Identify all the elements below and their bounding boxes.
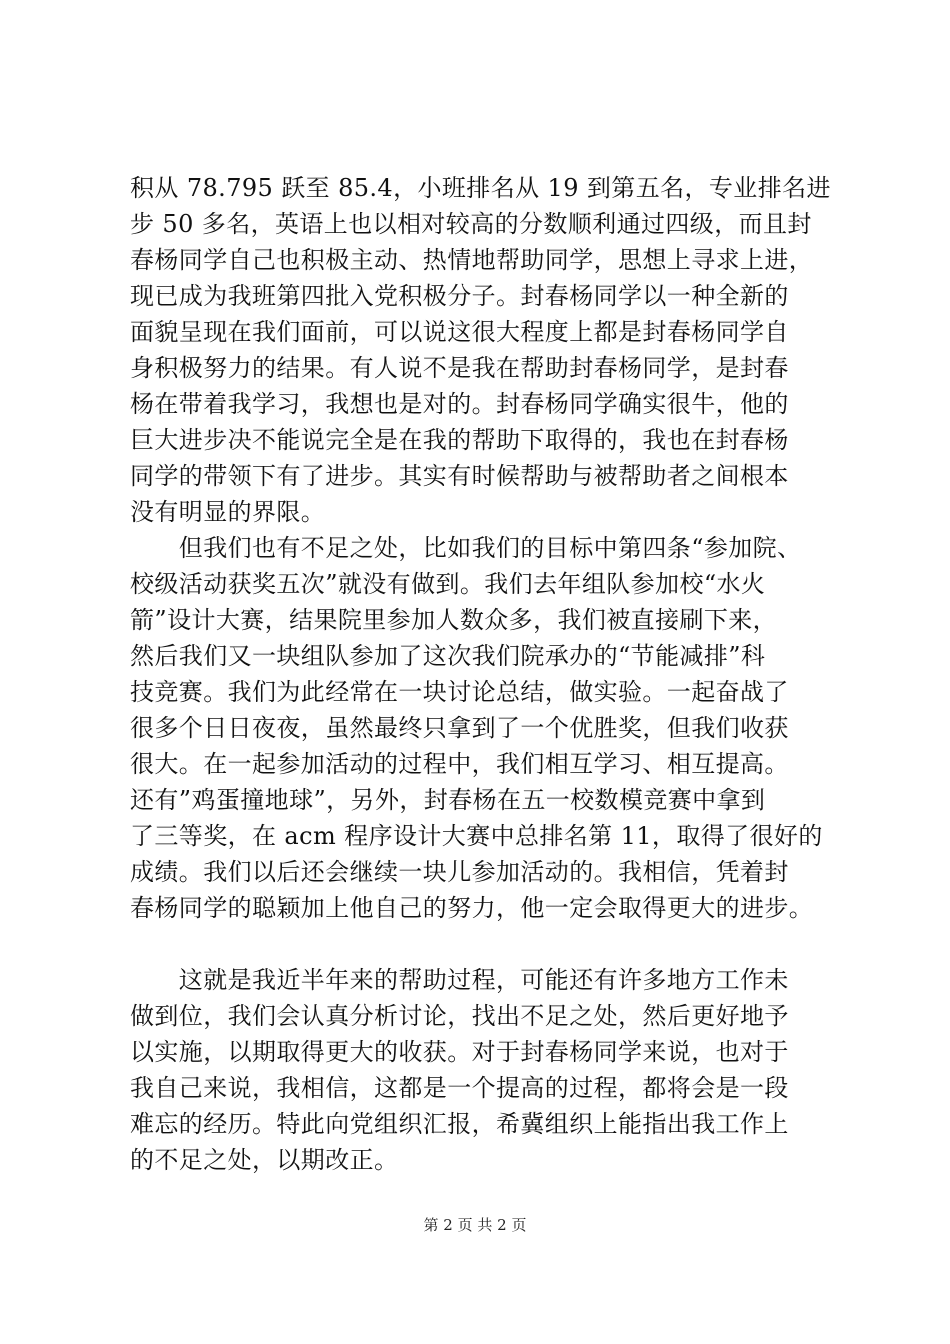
text-line: 以实施，以期取得更大的收获。对于封春杨同学来说，也对于 xyxy=(130,1038,789,1066)
text-line: 春杨同学自己也积极主动、热情地帮助同学，思想上寻求上进， xyxy=(130,246,814,274)
text-line: 春杨同学的聪颖加上他自己的努力，他一定会取得更大的进步。 xyxy=(130,894,814,922)
text-line: 同学的带领下有了进步。其实有时候帮助与被帮助者之间根本 xyxy=(130,462,789,490)
text-line: 巨大进步决不能说完全是在我的帮助下取得的，我也在封春杨 xyxy=(130,426,789,454)
text-line: 技竞赛。我们为此经常在一块讨论总结，做实验。一起奋战了 xyxy=(130,678,789,706)
text-line: 成绩。我们以后还会继续一块儿参加活动的。我相信，凭着封 xyxy=(130,858,789,886)
text-line: 面貌呈现在我们面前，可以说这很大程度上都是封春杨同学自 xyxy=(130,318,789,346)
text-line: 难忘的经历。特此向党组织汇报，希冀组织上能指出我工作上 xyxy=(130,1110,789,1138)
text-line: 杨在带着我学习，我想也是对的。封春杨同学确实很牛，他的 xyxy=(130,390,789,418)
text-line: 没有明显的界限。 xyxy=(130,498,326,526)
text-line: 做到位，我们会认真分析讨论，找出不足之处，然后更好地予 xyxy=(130,1002,789,1030)
text-line: 很多个日日夜夜，虽然最终只拿到了一个优胜奖，但我们收获 xyxy=(130,714,789,742)
text-line: 我自己来说，我相信，这都是一个提高的过程，都将会是一段 xyxy=(130,1074,789,1102)
text-line: 这就是我近半年来的帮助过程，可能还有许多地方工作未 xyxy=(130,966,789,994)
text-line: 了三等奖，在 acm 程序设计大赛中总排名第 11，取得了很好的 xyxy=(130,822,823,850)
paragraph-gap xyxy=(130,926,830,962)
text-line: 还有”鸡蛋撞地球”，另外，封春杨在五一校数模竞赛中拿到 xyxy=(130,786,766,814)
text-line: 但我们也有不足之处，比如我们的目标中第四条“参加院、 xyxy=(130,534,802,562)
text-line: 身积极努力的结果。有人说不是我在帮助封春杨同学，是封春 xyxy=(130,354,789,382)
text-line: 然后我们又一块组队参加了这次我们院承办的“节能减排”科 xyxy=(130,642,766,670)
body-text xyxy=(130,170,830,1178)
text-line: 很大。在一起参加活动的过程中，我们相互学习、相互提高。 xyxy=(130,750,789,778)
text-line: 现已成为我班第四批入党积极分子。封春杨同学以一种全新的 xyxy=(130,282,789,310)
text-line: 的不足之处，以期改正。 xyxy=(130,1146,399,1174)
text-line: 积从 78.795 跃至 85.4，小班排名从 19 到第五名，专业排名进 xyxy=(130,174,831,202)
page-footer: 第 2 页 共 2 页 xyxy=(423,1216,527,1234)
text-line: 箭”设计大赛，结果院里参加人数众多，我们被直接刷下来， xyxy=(130,606,778,634)
text-line: 校级活动获奖五次”就没有做到。我们去年组队参加校“水火 xyxy=(130,570,766,598)
text-line: 步 50 多名，英语上也以相对较高的分数顺利通过四级，而且封 xyxy=(130,210,812,238)
